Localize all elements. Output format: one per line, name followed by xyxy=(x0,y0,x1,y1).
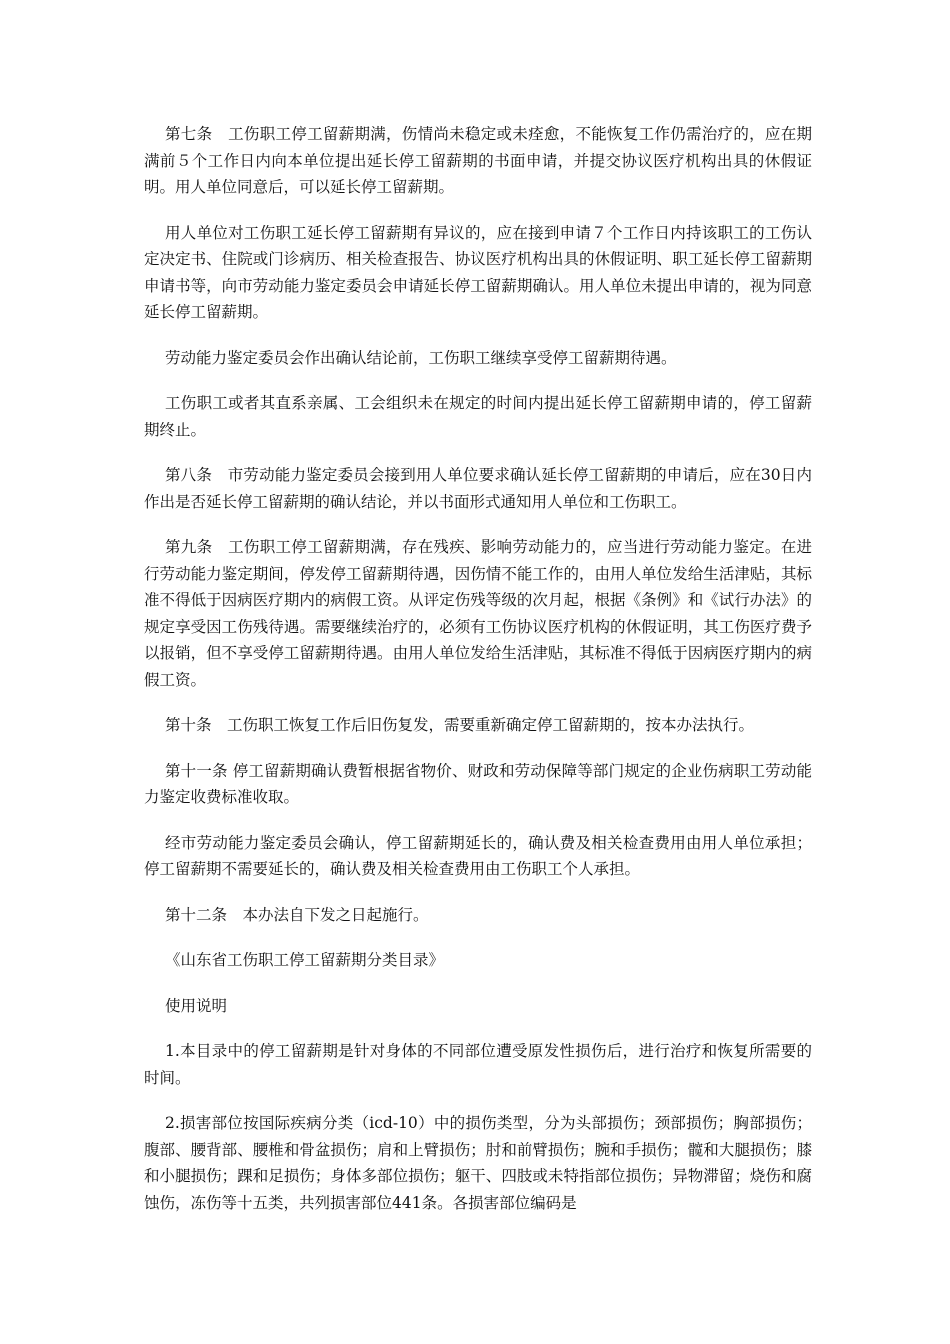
paragraph-article-10: 第十条 工伤职工恢复工作后旧伤复发，需要重新确定停工留薪期的，按本办法执行。 xyxy=(165,716,755,734)
paragraph-employer-objection: 用人单位对工伤职工延长停工留薪期有异议的，应在接到申请７个工作日内持该职工的工伤认定决定书、住院或门诊病历、相关检查报告、协议医疗机构出具的休假证明、职工延长停工留薪期申请书等，向市劳动能力鉴定委员会申请延长停工留薪期确认。用人单位未提出申请的，视为同意延长停工留薪期。 xyxy=(144,223,812,321)
paragraph-benefit-continuation: 劳动能力鉴定委员会作出确认结论前，工伤职工继续享受停工留薪期待遇。 xyxy=(165,348,677,367)
document-body xyxy=(144,121,812,1235)
instruction-item-1: 1.本目录中的停工留薪期是针对身体的不同部位遭受原发性损伤后，进行治疗和恢复所需要的时间。 xyxy=(144,1042,812,1087)
paragraph-article-8: 第八条 市劳动能力鉴定委员会接到用人单位要求确认延长停工留薪期的申请后，应在30日内作出是否延长停工留薪期的确认结论，并以书面形式通知用人单位和工伤职工。 xyxy=(144,466,812,511)
catalog-title: 《山东省工伤职工停工留薪期分类目录》 xyxy=(165,951,445,969)
paragraph-article-12: 第十二条 本办法自下发之日起施行。 xyxy=(165,905,429,924)
instruction-item-2: 2.损害部位按国际疾病分类（icd-10）中的损伤类型，分为头部损伤；颈部损伤；胸部损伤；腹部、腰背部、腰椎和骨盆损伤；肩和上臂损伤；肘和前臂损伤；腕和手损伤；髋和大腿损伤；膝和小腿损伤；踝和足损伤；身体多部位损伤；躯干、四肢或未特指部位损伤；异物滞留；烧伤和腐蚀伤，冻伤等十五类，共列损害部位441条。各损害部位编码是 xyxy=(144,1114,812,1212)
paragraph-period-termination: 工伤职工或者其直系亲属、工会组织未在规定的时间内提出延长停工留薪期申请的，停工留薪期终止。 xyxy=(144,394,812,439)
paragraph-article-7: 第七条 工伤职工停工留薪期满，伤情尚未稳定或未痊愈，不能恢复工作仍需治疗的，应在期满前５个工作日内向本单位提出延长停工留薪期的书面申请，并提交协议医疗机构出具的休假证明。用人单位同意后，可以延长停工留薪期。 xyxy=(144,125,812,196)
usage-instructions-heading: 使用说明 xyxy=(165,996,228,1015)
paragraph-article-11: 第十一条 停工留薪期确认费暂根据省物价、财政和劳动保障等部门规定的企业伤病职工劳动能力鉴定收费标准收取。 xyxy=(144,761,812,806)
paragraph-article-9: 第九条 工伤职工停工留薪期满，存在残疾、影响劳动能力的，应当进行劳动能力鉴定。在进行劳动能力鉴定期间，停发停工留薪期待遇，因伤情不能工作的，由用人单位发给生活津贴，其标准不得低于因病医疗期内的病假工资。从评定伤残等级的次月起，根据《条例》和《试行办法》的规定享受因工伤残待遇。需要继续治疗的，必须有工伤协议医疗机构的休假证明，其工伤医疗费予以报销，但不享受停工留薪期待遇。由用人单位发给生活津贴，其标准不得低于因病医疗期内的病假工资。 xyxy=(144,538,812,689)
paragraph-fee-allocation: 经市劳动能力鉴定委员会确认，停工留薪期延长的，确认费及相关检查费用由用人单位承担；停工留薪期不需要延长的，确认费及相关检查费用由工伤职工个人承担。 xyxy=(144,833,812,878)
